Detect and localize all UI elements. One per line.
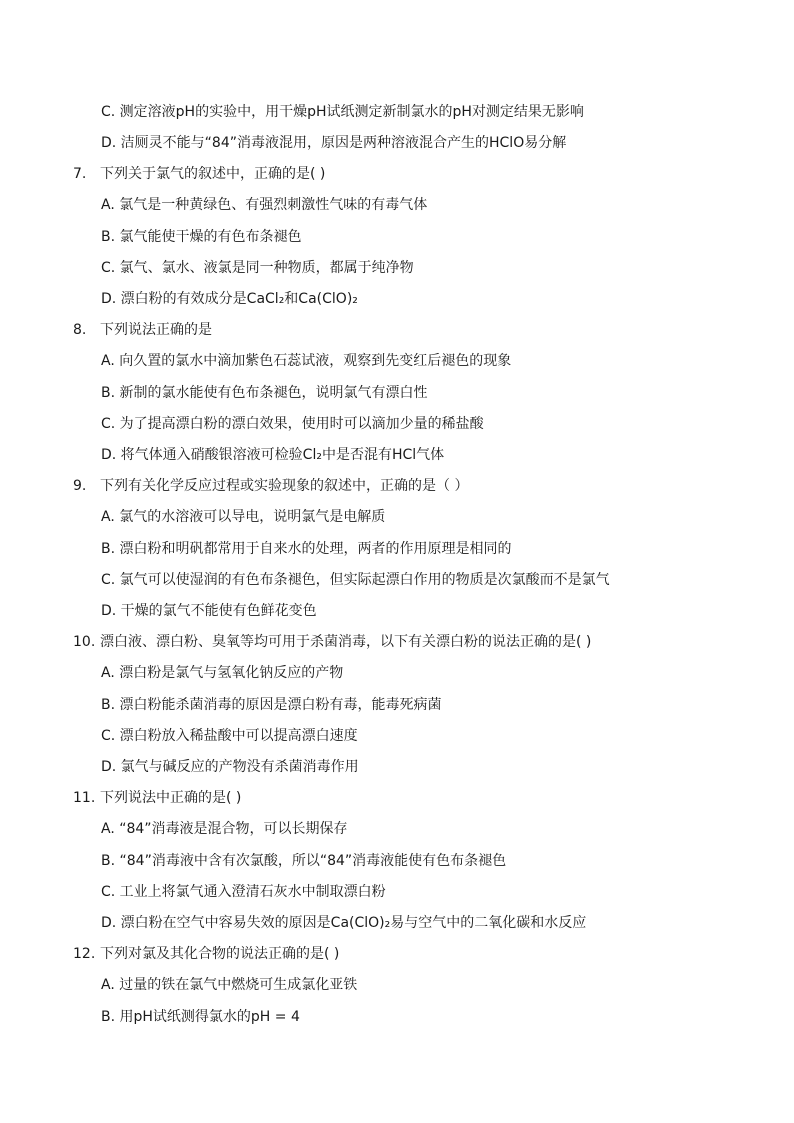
question-9 xyxy=(73,476,468,496)
question-stem: 下列对氯及其化合物的说法正确的是( ) xyxy=(100,946,340,962)
option-line: C. 工业上将氯气通入澄清石灰水中制取漂白粉 xyxy=(101,884,386,900)
option-line: A. 过量的铁在氯气中燃烧可生成氯化亚铁 xyxy=(101,977,358,993)
option-line: A. 氯气是一种黄绿色、有强烈刺激性气味的有毒气体 xyxy=(101,197,428,213)
question-number: 10. xyxy=(73,634,96,650)
option-line: C. 测定溶液pH的实验中，用干燥pH试纸测定新制氯水的pH对测定结果无影响 xyxy=(101,104,584,120)
question-11 xyxy=(73,788,241,808)
option-line: B. 漂白粉能杀菌消毒的原因是漂白粉有毒，能毒死病菌 xyxy=(101,697,442,713)
option-line: B. 漂白粉和明矾都常用于自来水的处理，两者的作用原理是相同的 xyxy=(101,541,512,557)
option-line: C. 漂白粉放入稀盐酸中可以提高漂白速度 xyxy=(101,728,358,744)
question-10 xyxy=(73,632,591,652)
option-line: A. 向久置的氯水中滴加紫色石蕊试液，观察到先变红后褪色的现象 xyxy=(101,353,512,369)
option-line: D. 漂白粉的有效成分是CaCl₂和Ca(ClO)₂ xyxy=(101,291,358,307)
option-line: C. 为了提高漂白粉的漂白效果，使用时可以滴加少量的稀盐酸 xyxy=(101,416,484,432)
question-number: 8. xyxy=(73,322,87,338)
question-number: 11. xyxy=(73,790,96,806)
question-number: 9. xyxy=(73,478,87,494)
option-line: C. 氯气、氯水、液氯是同一种物质，都属于纯净物 xyxy=(101,260,414,276)
option-line: A. 漂白粉是氯气与氢氧化钠反应的产物 xyxy=(101,665,344,681)
option-line: D. 漂白粉在空气中容易失效的原因是Ca(ClO)₂易与空气中的二氧化碳和水反应 xyxy=(101,915,587,931)
option-line: B. 氯气能使干燥的有色布条褪色 xyxy=(101,229,302,245)
option-line: B. 新制的氯水能使有色布条褪色，说明氯气有漂白性 xyxy=(101,385,428,401)
option-line: D. 干燥的氯气不能使有色鲜花变色 xyxy=(101,603,317,619)
question-8 xyxy=(73,320,212,340)
question-number: 7. xyxy=(73,166,87,182)
option-line: A. 氯气的水溶液可以导电，说明氯气是电解质 xyxy=(101,509,386,525)
option-line: D. 洁厕灵不能与“84”消毒液混用，原因是两种溶液混合产生的HClO易分解 xyxy=(101,135,567,151)
question-number: 12. xyxy=(73,946,96,962)
question-12 xyxy=(73,944,339,964)
option-line: D. 将气体通入硝酸银溶液可检验Cl₂中是否混有HCl气体 xyxy=(101,447,445,463)
option-line: C. 氯气可以使湿润的有色布条褪色，但实际起漂白作用的物质是次氯酸而不是氯气 xyxy=(101,572,610,588)
option-line: D. 氯气与碱反应的产物没有杀菌消毒作用 xyxy=(101,759,359,775)
question-stem: 下列说法正确的是 xyxy=(100,322,212,338)
option-line: A. “84”消毒液是混合物，可以长期保存 xyxy=(101,821,348,837)
option-line: B. 用pH试纸测得氯水的pH = 4 xyxy=(101,1009,300,1025)
question-stem: 下列说法中正确的是( ) xyxy=(100,790,242,806)
question-7 xyxy=(73,164,325,184)
question-stem: 下列关于氯气的叙述中，正确的是( ) xyxy=(100,166,326,182)
question-stem: 漂白液、漂白粉、臭氧等均可用于杀菌消毒，以下有关漂白粉的说法正确的是( ) xyxy=(100,634,592,650)
question-stem: 下列有关化学反应过程或实验现象的叙述中，正确的是（ ） xyxy=(100,478,469,494)
option-line: B. “84”消毒液中含有次氯酸，所以“84”消毒液能使有色布条褪色 xyxy=(101,853,507,869)
